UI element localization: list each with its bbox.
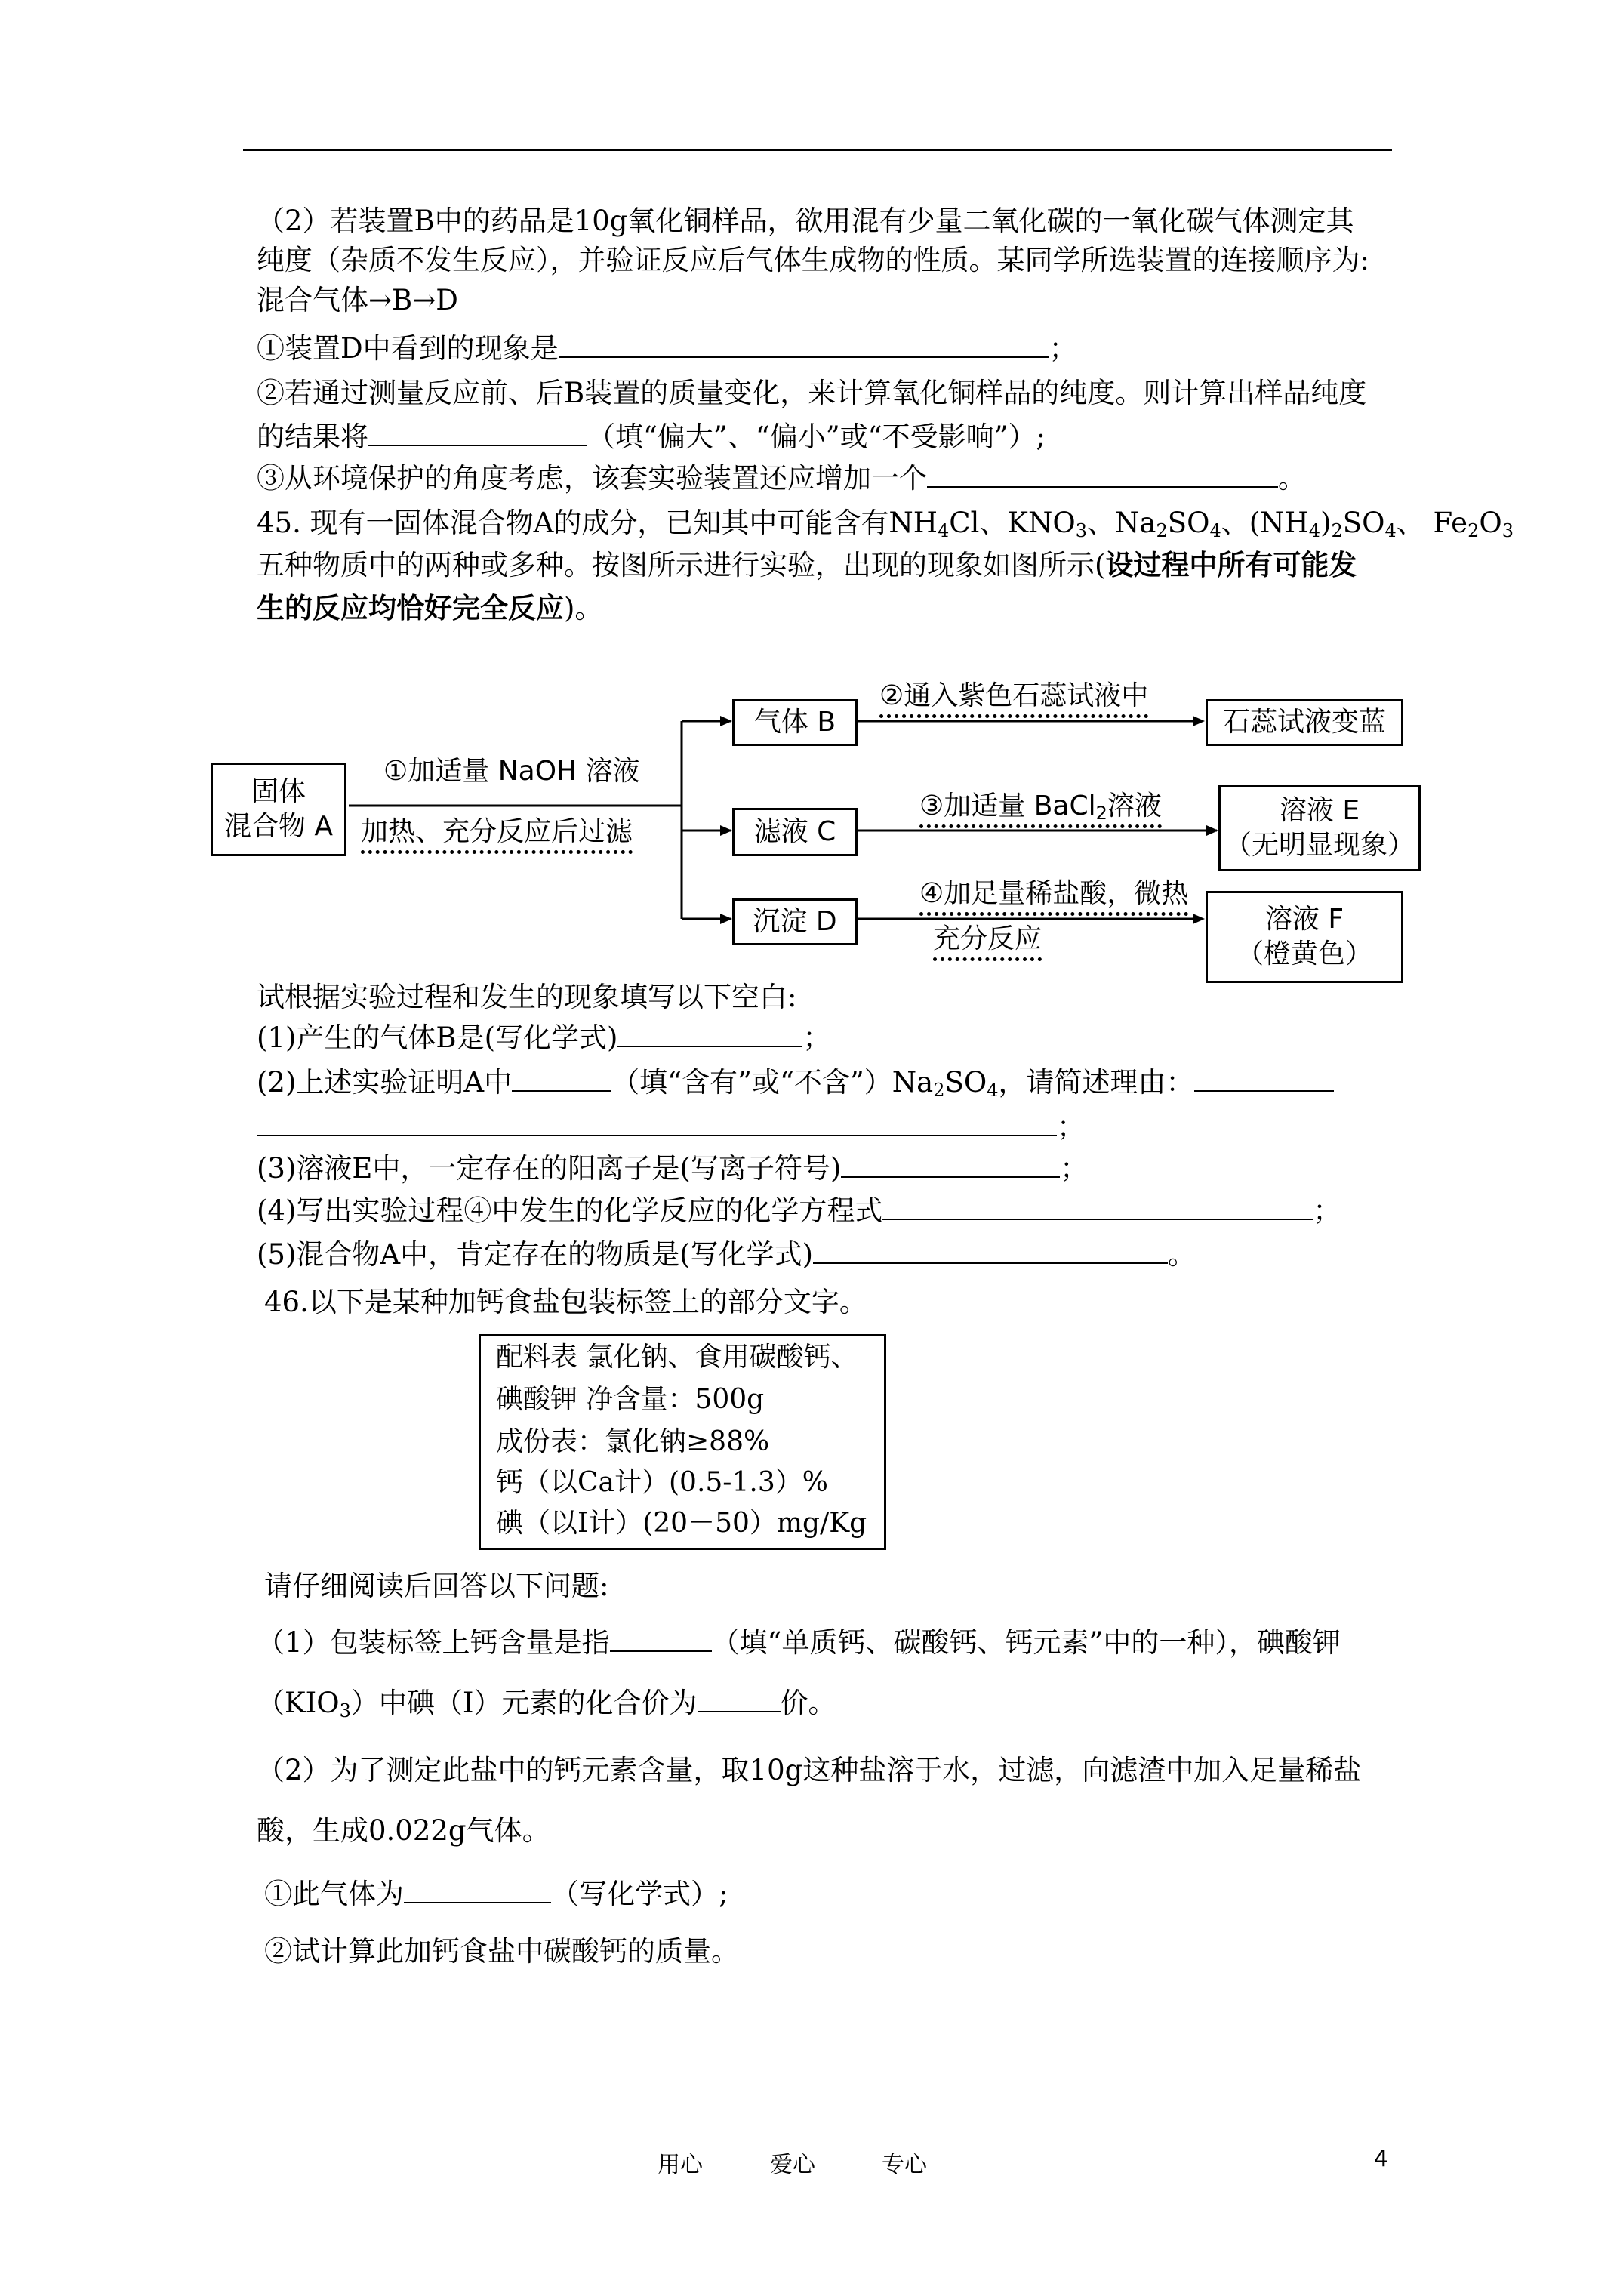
q45-part-2-cont: ； [257, 1108, 1085, 1146]
step4-label-top: ④加足量稀盐酸，微热 [919, 877, 1188, 916]
q45-part-1: (1)产生的气体B是(写化学式) ； [257, 1019, 830, 1057]
q45-part-5: (5)混合物A中，肯定存在的物质是(写化学式) 。 [257, 1235, 1196, 1274]
q46-part-2-cont: 酸，生成0.022g气体。 [257, 1814, 550, 1847]
q46-part-2-q2: ②试计算此加钙食盐中碳酸钙的质量。 [264, 1935, 739, 1968]
footer-motto-2: 爱心 [770, 2152, 815, 2178]
footer-motto-3: 专心 [882, 2152, 927, 2178]
box-gas-b: 气体 B [732, 699, 858, 746]
q45-line-1: 45. 现有一固体混合物A的成分，已知其中可能含有$NH_4Cl$、$KNO_3$、$Na_2SO_4$、$(NH_4)_2SO_4$、 $Fe_2O_3$ [257, 507, 1514, 541]
q44-line-7: ③从环境保护的角度考虑，该套实验装置还应增加一个 。 [257, 459, 1306, 498]
label-line-4: 钙（以Ca计）(0.5-1.3）% [496, 1467, 828, 1498]
q45-line-3: 生的反应均恰好完全反应)。 [257, 591, 603, 624]
q45-part-3: (3)溶液E中，一定存在的阳离子是(写离子符号) ； [257, 1149, 1088, 1188]
answer-blank[interactable] [617, 1019, 802, 1047]
page-number: 4 [1374, 2146, 1389, 2172]
box-filtrate-c: 滤液 C [732, 808, 858, 856]
answer-blank[interactable] [841, 1149, 1060, 1178]
label-line-5: 碘（以I计）(20－50）mg/Kg [496, 1508, 867, 1539]
label-line-3: 成份表：氯化钠≥88% [496, 1426, 770, 1457]
label-line-2: 碘酸钾 净含量：500g [496, 1384, 765, 1415]
q46-part-1-cont: $(KIO_3)$中碘（I）元素的化合价为 价。 [257, 1684, 836, 1722]
q44-line-5: ②若通过测量反应前、后B装置的质量变化，来计算氧化铜样品的纯度。则计算出样品纯度 [257, 377, 1367, 409]
salt-package-label [479, 1334, 886, 1550]
q44-line-3: 混合气体→B→D [257, 284, 458, 316]
answer-blank[interactable] [813, 1235, 1168, 1264]
box-precipitate-d: 沉淀 D [732, 898, 858, 945]
answer-blank[interactable] [404, 1875, 551, 1903]
answer-blank[interactable] [257, 1108, 1057, 1136]
q46-part-1: （1）包装标签上钙含量是指 （填“单质钙、碳酸钙、钙元素”中的一种），碘酸钾 [257, 1623, 1341, 1662]
answer-blank[interactable] [512, 1063, 611, 1092]
step4-label-bottom: 充分反应 [933, 923, 1042, 961]
answer-blank[interactable] [882, 1191, 1313, 1220]
step1-label-bottom: 加热、充分反应后过滤 [361, 815, 633, 854]
step2-label: ②通入紫色石蕊试液中 [879, 680, 1148, 718]
box-solution-e: 溶液 E （无明显现象） [1218, 785, 1421, 871]
box-result-litmus: 石蕊试液变蓝 [1206, 699, 1403, 746]
box-solution-f: 溶液 F （橙黄色） [1206, 891, 1403, 983]
q46-part-2-q1: ①此气体为 （写化学式）; [264, 1875, 728, 1913]
q46-prompt: 请仔细阅读后回答以下问题: [264, 1570, 609, 1602]
answer-blank[interactable] [698, 1684, 781, 1712]
footer-motto-1: 用心 [658, 2152, 703, 2178]
step1-label-top: ①加适量 NaOH 溶液 [383, 756, 640, 787]
q44-line-1: （2）若装置B中的药品是10g氧化铜样品，欲用混有少量二氧化碳的一氧化碳气体测定其 [257, 205, 1354, 237]
box-solid-mixture-a: 固体 混合物 A [211, 763, 346, 856]
answer-blank[interactable] [1194, 1063, 1334, 1092]
q46-part-2: （2）为了测定此盐中的钙元素含量，取10g这种盐溶于水，过滤，向滤渣中加入足量稀盐 [257, 1754, 1362, 1786]
q45-part-4: (4)写出实验过程④中发生的化学反应的化学方程式 ； [257, 1191, 1341, 1230]
q44-line-2: 纯度（杂质不发生反应），并验证反应后气体生成物的性质。某同学所选装置的连接顺序为: [257, 244, 1369, 276]
q46-title: 46.以下是某种加钙食盐包装标签上的部分文字。 [264, 1286, 867, 1318]
q45-intro: 试根据实验过程和发生的现象填写以下空白: [257, 981, 797, 1013]
label-line-1: 配料表 氯化钠、食用碳酸钙、 [496, 1342, 858, 1373]
step3-label: ③加适量 BaCl$_2$溶液 [919, 790, 1162, 828]
q44-line-4: ①装置D中看到的现象是 ； [257, 329, 1077, 368]
answer-blank[interactable] [610, 1623, 712, 1652]
q45-line-2: 五种物质中的两种或多种。按图所示进行实验，出现的现象如图所示(设过程中所有可能发 [257, 548, 1357, 581]
q45-part-2: (2)上述实验证明A中 （填“含有”或“不含$”)Na_2SO_4$，请简述理由： [257, 1063, 1334, 1102]
q44-line-6: 的结果将 （填“偏大”、“偏小”或“不受影响”）; [257, 418, 1046, 456]
